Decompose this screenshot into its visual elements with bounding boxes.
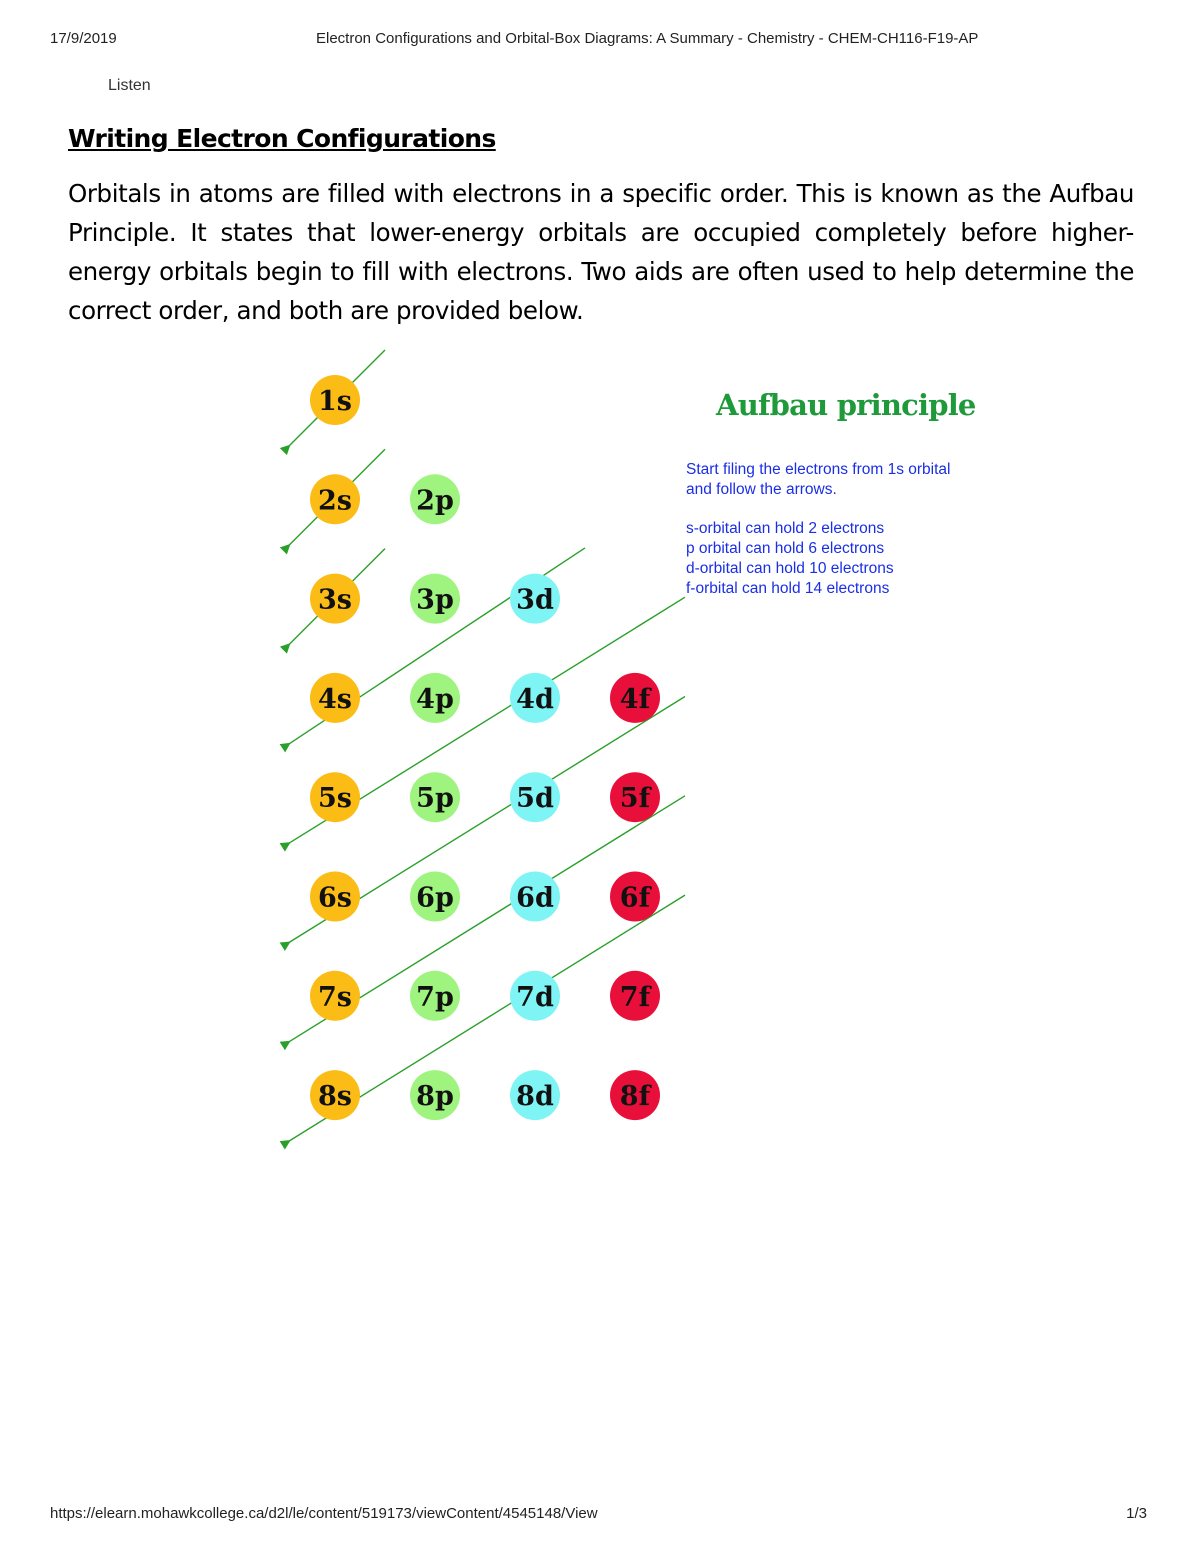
instruction-line-1: Start filing the electrons from 1s orbital <box>686 461 951 478</box>
orbital-label: 6f <box>619 882 651 914</box>
orbital-4s <box>310 673 360 723</box>
orbital-3p <box>410 574 460 624</box>
orbital-label: 4f <box>619 683 651 715</box>
orbital-7s <box>310 971 360 1021</box>
orbital-3d <box>510 574 560 624</box>
orbital-label: 4p <box>416 683 454 715</box>
capacity-d: d-orbital can hold 10 electrons <box>686 560 894 577</box>
orbital-label: 2p <box>416 485 454 517</box>
orbital-grid <box>310 375 660 1120</box>
diagonal-arrows <box>289 350 685 1141</box>
orbital-label: 5s <box>318 783 352 815</box>
orbital-label: 6p <box>416 882 454 914</box>
print-page-number: 1/3 <box>1126 1505 1147 1522</box>
orbital-label: 5p <box>416 783 454 815</box>
orbital-6d <box>510 872 560 922</box>
orbital-label: 7f <box>619 981 651 1013</box>
print-date: 17/9/2019 <box>50 30 117 47</box>
orbital-7f <box>610 971 660 1021</box>
orbital-6f <box>610 872 660 922</box>
orbital-label: 8s <box>318 1081 352 1113</box>
orbital-label: 1s <box>318 386 352 417</box>
listen-button[interactable]: Listen <box>108 77 151 94</box>
orbital-label: 6s <box>318 882 352 914</box>
orbital-6s <box>310 872 360 922</box>
orbital-label: 3d <box>516 584 554 616</box>
orbital-2s <box>310 474 360 524</box>
orbital-4d <box>510 673 560 723</box>
orbital-6p <box>410 872 460 922</box>
orbital-5f <box>610 772 660 822</box>
orbital-label: 5d <box>516 783 554 815</box>
orbital-5d <box>510 772 560 822</box>
orbital-5p <box>410 772 460 822</box>
section-heading: Writing Electron Configurations <box>68 124 496 153</box>
orbital-2p <box>410 474 460 524</box>
orbital-label: 8f <box>619 1081 651 1113</box>
diagram-title: Aufbau principle <box>716 388 976 422</box>
instruction-line-2: and follow the arrows. <box>686 481 837 498</box>
orbital-4p <box>410 673 460 723</box>
print-page-title: Electron Configurations and Orbital-Box Diagrams: A Summary - Chemistry - CHEM-CH116-F19-AP <box>316 30 979 47</box>
orbital-label: 8p <box>416 1081 454 1113</box>
intro-paragraph: Orbitals in atoms are filled with electrons in a specific order. This is known as the Aufbau Principle. It states that lower-energy orbitals are occupied completely before higher-energy orbitals begin to fill with electrons. Two aids are often used to help determine the correct order, and both are provided below. <box>68 179 1134 325</box>
orbital-4f <box>610 673 660 723</box>
orbital-label: 3s <box>318 584 352 616</box>
orbital-label: 8d <box>516 1081 554 1113</box>
orbital-label: 4s <box>318 683 352 715</box>
orbital-label: 3p <box>416 584 454 616</box>
orbital-label: 7p <box>416 981 454 1013</box>
orbital-7p <box>410 971 460 1021</box>
orbital-8f <box>610 1070 660 1120</box>
orbital-label: 5f <box>619 783 651 815</box>
orbital-5s <box>310 772 360 822</box>
capacity-p: p orbital can hold 6 electrons <box>686 540 885 557</box>
orbital-label: 6d <box>516 882 554 914</box>
orbital-label: 4d <box>516 683 554 715</box>
print-url: https://elearn.mohawkcollege.ca/d2l/le/content/519173/viewContent/4545148/View <box>50 1505 598 1522</box>
orbital-8p <box>410 1070 460 1120</box>
capacity-s: s-orbital can hold 2 electrons <box>686 520 885 537</box>
capacity-f: f-orbital can hold 14 electrons <box>686 580 890 597</box>
orbital-1s <box>310 375 360 425</box>
orbital-label: 2s <box>318 485 352 517</box>
orbital-7d <box>510 971 560 1021</box>
orbital-label: 7d <box>516 981 554 1013</box>
orbital-8s <box>310 1070 360 1120</box>
orbital-3s <box>310 574 360 624</box>
orbital-8d <box>510 1070 560 1120</box>
orbital-label: 7s <box>318 981 352 1013</box>
